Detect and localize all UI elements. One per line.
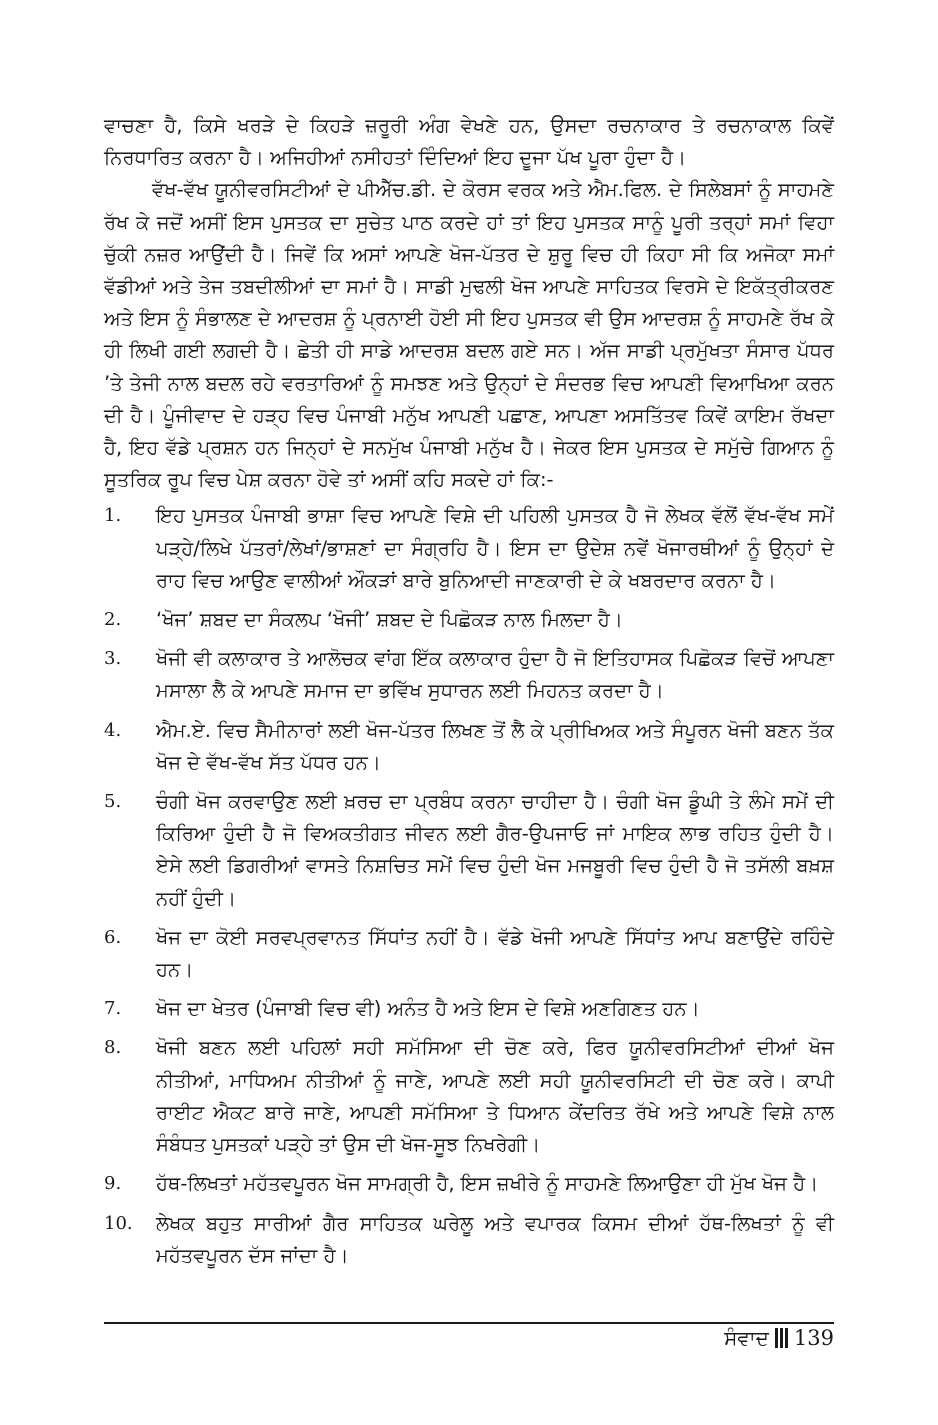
- list-item: [104, 786, 834, 915]
- numbered-list: [104, 500, 834, 1271]
- list-item-number: 2.: [104, 609, 122, 631]
- list-item: [104, 643, 834, 707]
- list-item-text: ਇਹ ਪੁਸਤਕ ਪੰਜਾਬੀ ਭਾਸ਼ਾ ਵਿਚ ਆਪਣੇ ਵਿਸ਼ੇ ਦੀ ਪਹਿਲੀ ਪੁਸਤਕ ਹੈ ਜੋ ਲੇਖਕ ਵੱਲੋਂ ਵੱਖ-ਵੱਖ ਸਮੇਂ ਪੜ੍ਹੇ/ਲਿਖੇ ਪੱਤਰਾਂ/ਲੇਖਾਂ/ਭਾਸ਼ਣਾਂ ਦਾ ਸੰਗ੍ਰਹਿ ਹੈ। ਇਸ ਦਾ ਉਦੇਸ਼ ਨਵੇਂ ਖੋਜਾਰਥੀਆਂ ਨੂੰ ਉਨ੍ਹਾਂ ਦੇ ਰਾਹ ਵਿਚ ਆਉਣ ਵਾਲੀਆਂ ਔਕੜਾਂ ਬਾਰੇ ਬੁਨਿਆਦੀ ਜਾਣਕਾਰੀ ਦੇ ਕੇ ਖਬਰਦਾਰ ਕਰਨਾ ਹੈ।: [156, 504, 834, 592]
- list-item: [104, 1168, 834, 1200]
- list-item-text: ਖੋਜੀ ਵੀ ਕਲਾਕਾਰ ਤੇ ਆਲੋਚਕ ਵਾਂਗ ਇੱਕ ਕਲਾਕਾਰ ਹੁੰਦਾ ਹੈ ਜੋ ਇਤਿਹਾਸਕ ਪਿਛੋਕੜ ਵਿਚੋਂ ਆਪਣਾ ਮਸਾਲਾ ਲੈ ਕੇ ਆਪਣੇ ਸਮਾਜ ਦਾ ਭਵਿੱਖ ਸੁਧਾਰਨ ਲਈ ਮਿਹਨਤ ਕਰਦਾ ਹੈ।: [156, 647, 834, 703]
- list-item-number: 10.: [104, 1212, 133, 1234]
- list-item-text: ਖੋਜ ਦਾ ਖੇਤਰ (ਪੰਜਾਬੀ ਵਿਚ ਵੀ) ਅਨੰਤ ਹੈ ਅਤੇ ਇਸ ਦੇ ਵਿਸ਼ੇ ਅਣਗਿਣਤ ਹਨ।: [156, 997, 700, 1021]
- list-item-text: ਹੱਥ-ਲਿਖਤਾਂ ਮਹੱਤਵਪੂਰਨ ਖੋਜ ਸਾਮਗ੍ਰੀ ਹੈ, ਇਸ ਜ਼ਖੀਰੇ ਨੂੰ ਸਾਹਮਣੇ ਲਿਆਉਣਾ ਹੀ ਮੁੱਖ ਖੋਜ ਹੈ।: [156, 1172, 819, 1196]
- list-item-number: 3.: [104, 648, 122, 670]
- list-item: [104, 604, 834, 636]
- list-item-number: 1.: [104, 505, 122, 527]
- list-item-number: 8.: [104, 1037, 122, 1059]
- paragraph-main: ਵੱਖ-ਵੱਖ ਯੂਨੀਵਰਸਿਟੀਆਂ ਦੇ ਪੀਐੱਚ.ਡੀ. ਦੇ ਕੋਰਸ ਵਰਕ ਅਤੇ ਐਮ.ਫਿਲ. ਦੇ ਸਿਲੇਬਸਾਂ ਨੂੰ ਸਾਹਮਣੇ ਰੱਖ ਕੇ ਜਦੋਂ ਅਸੀਂ ਇਸ ਪੁਸਤਕ ਦਾ ਸੁਚੇਤ ਪਾਠ ਕਰਦੇ ਹਾਂ ਤਾਂ ਇਹ ਪੁਸਤਕ ਸਾਨੂੰ ਪੂਰੀ ਤਰ੍ਹਾਂ ਸਮਾਂ ਵਿਹਾ ਚੁੱਕੀ ਨਜ਼ਰ ਆਉਂਦੀ ਹੈ। ਜਿਵੇਂ ਕਿ ਅਸਾਂ ਆਪਣੇ ਖੋਜ-ਪੱਤਰ ਦੇ ਸ਼ੁਰੂ ਵਿਚ ਹੀ ਕਿਹਾ ਸੀ ਕਿ ਅਜੋਕਾ ਸਮਾਂ ਵੱਡੀਆਂ ਅਤੇ ਤੇਜ ਤਬਦੀਲੀਆਂ ਦਾ ਸਮਾਂ ਹੈ। ਸਾਡੀ ਮੁਢਲੀ ਖੋਜ ਆਪਣੇ ਸਾਹਿਤਕ ਵਿਰਸੇ ਦੇ ਇਕੱਤ੍ਰੀਕਰਣ ਅਤੇ ਇਸ ਨੂੰ ਸੰਭਾਲਣ ਦੇ ਆਦਰਸ਼ ਨੂੰ ਪ੍ਰਨਾਈ ਹੋਈ ਸੀ ਇਹ ਪੁਸਤਕ ਵੀ ਉਸ ਆਦਰਸ਼ ਨੂੰ ਸਾਹਮਣੇ ਰੱਖ ਕੇ ਹੀ ਲਿਖੀ ਗਈ ਲਗਦੀ ਹੈ। ਛੇਤੀ ਹੀ ਸਾਡੇ ਆਦਰਸ਼ ਬਦਲ ਗਏ ਸਨ। ਅੱਜ ਸਾਡੀ ਪ੍ਰਮੁੱਖਤਾ ਸੰਸਾਰ ਪੱਧਰ ’ਤੇ ਤੇਜੀ ਨਾਲ ਬਦਲ ਰਹੇ ਵਰਤਾਰਿਆਂ ਨੂੰ ਸਮਝਣ ਅਤੇ ਉਨ੍ਹਾਂ ਦੇ ਸੰਦਰਭ ਵਿਚ ਆਪਣੀ ਵਿਆਖਿਆ ਕਰਨ ਦੀ ਹੈ। ਪੂੰਜੀਵਾਦ ਦੇ ਹੜ੍ਹ ਵਿਚ ਪੰਜਾਬੀ ਮਨੁੱਖ ਆਪਣੀ ਪਛਾਣ, ਆਪਣਾ ਅਸਤਿੱਤਵ ਕਿਵੇਂ ਕਾਇਮ ਰੱਖਦਾ ਹੈ, ਇਹ ਵੱਡੇ ਪ੍ਰਸ਼ਨ ਹਨ ਜਿਨ੍ਹਾਂ ਦੇ ਸਨਮੁੱਖ ਪੰਜਾਬੀ ਮਨੁੱਖ ਹੈ। ਜੇਕਰ ਇਸ ਪੁਸਤਕ ਦੇ ਸਮੁੱਚੇ ਗਿਆਨ ਨੂੰ ਸੂਤਰਿਕ ਰੂਪ ਵਿਚ ਪੇਸ਼ ਕਰਨਾ ਹੋਵੇ ਤਾਂ ਅਸੀਂ ਕਹਿ ਸਕਦੇ ਹਾਂ ਕਿ:-: [104, 178, 834, 492]
- page-number: 139: [793, 1326, 834, 1350]
- list-item-text: ਚੰਗੀ ਖੋਜ ਕਰਵਾਉਣ ਲਈ ਖ਼ਰਚ ਦਾ ਪ੍ਰਬੰਧ ਕਰਨਾ ਚਾਹੀਦਾ ਹੈ। ਚੰਗੀ ਖੋਜ ਡੂੰਘੀ ਤੇ ਲੰਮੇ ਸਮੇਂ ਦੀ ਕਿਰਿਆ ਹੁੰਦੀ ਹੈ ਜੋ ਵਿਅਕਤੀਗਤ ਜੀਵਨ ਲਈ ਗੈਰ-ਉਪਜਾਓ ਜਾਂ ਮਾਇਕ ਲਾਭ ਰਹਿਤ ਹੁੰਦੀ ਹੈ। ਏਸੇ ਲਈ ਡਿਗਰੀਆਂ ਵਾਸਤੇ ਨਿਸ਼ਚਿਤ ਸਮੇਂ ਵਿਚ ਹੁੰਦੀ ਖੋਜ ਮਜਬੂਰੀ ਵਿਚ ਹੁੰਦੀ ਹੈ ਜੋ ਤਸੱਲੀ ਬਖ਼ਸ਼ ਨਹੀਂ ਹੁੰਦੀ।: [156, 790, 834, 910]
- page-footer: [724, 1326, 834, 1350]
- list-item-number: 6.: [104, 926, 122, 948]
- list-item: [104, 1032, 834, 1161]
- footer-divider: [104, 1322, 834, 1324]
- list-item-text: ਲੇਖਕ ਬਹੁਤ ਸਾਰੀਆਂ ਗੈਰ ਸਾਹਿਤਕ ਘਰੇਲੂ ਅਤੇ ਵਪਾਰਕ ਕਿਸਮ ਦੀਆਂ ਹੱਥ-ਲਿਖਤਾਂ ਨੂੰ ਵੀ ਮਹੱਤਵਪੂਰਨ ਦੱਸ ਜਾਂਦਾ ਹੈ।: [156, 1211, 834, 1267]
- page-body: [104, 110, 834, 1279]
- list-item-text: ‘ਖੋਜ’ ਸ਼ਬਦ ਦਾ ਸੰਕਲਪ ‘ਖੋਜੀ’ ਸ਼ਬਦ ਦੇ ਪਿਛੋਕੜ ਨਾਲ ਮਿਲਦਾ ਹੈ।: [156, 608, 623, 632]
- list-item-number: 7.: [104, 998, 122, 1020]
- list-item: [104, 500, 834, 597]
- running-title: ਸੰਵਾਦ: [724, 1326, 769, 1350]
- list-item-number: 5.: [104, 791, 122, 813]
- list-item-text: ਖੋਜੀ ਬਣਨ ਲਈ ਪਹਿਲਾਂ ਸਹੀ ਸਮੱਸਿਆ ਦੀ ਚੋਣ ਕਰੇ, ਫਿਰ ਯੂਨੀਵਰਸਿਟੀਆਂ ਦੀਆਂ ਖੋਜ ਨੀਤੀਆਂ, ਮਾਧਿਅਮ ਨੀਤੀਆਂ ਨੂੰ ਜਾਣੇ, ਆਪਣੇ ਲਈ ਸਹੀ ਯੂਨੀਵਰਸਿਟੀ ਦੀ ਚੋਣ ਕਰੇ। ਕਾਪੀ ਰਾਈਟ ਐਕਟ ਬਾਰੇ ਜਾਣੇ, ਆਪਣੀ ਸਮੱਸਿਆ ਤੇ ਧਿਆਨ ਕੇਂਦਰਿਤ ਰੱਖੇ ਅਤੇ ਆਪਣੇ ਵਿਸ਼ੇ ਨਾਲ ਸੰਬੰਧਤ ਪੁਸਤਕਾਂ ਪੜ੍ਹੇ ਤਾਂ ਉਸ ਦੀ ਖੋਜ-ਸੂਝ ਨਿਖਰੇਗੀ।: [156, 1036, 834, 1157]
- list-item-number: 4.: [104, 719, 122, 741]
- list-item-text: ਐਮ.ਏ. ਵਿਚ ਸੈਮੀਨਾਰਾਂ ਲਈ ਖੋਜ-ਪੱਤਰ ਲਿਖਣ ਤੋਂ ਲੈ ਕੇ ਪ੍ਰੀਖਿਅਕ ਅਤੇ ਸੰਪੂਰਨ ਖੋਜੀ ਬਣਨ ਤੱਕ ਖੋਜ ਦੇ ਵੱਖ-ਵੱਖ ਸੱਤ ਪੱਧਰ ਹਨ।: [156, 718, 834, 774]
- paragraph-continuation: ਵਾਚਣਾ ਹੈ, ਕਿਸੇ ਖਰੜੇ ਦੇ ਕਿਹੜੇ ਜ਼ਰੂਰੀ ਅੰਗ ਵੇਖਣੇ ਹਨ, ਉਸਦਾ ਰਚਨਾਕਾਰ ਤੇ ਰਚਨਾਕਾਲ ਕਿਵੇਂ ਨਿਰਧਾਰਿਤ ਕਰਨਾ ਹੈ। ਅਜਿਹੀਆਂ ਨਸੀਹਤਾਂ ਦਿੰਦਿਆਂ ਇਹ ਦੂਜਾ ਪੱਖ ਪੂਰਾ ਹੁੰਦਾ ਹੈ।: [104, 114, 834, 170]
- list-item-number: 9.: [104, 1173, 122, 1195]
- separator-bars-icon: [775, 1327, 788, 1349]
- list-item-text: ਖੋਜ ਦਾ ਕੋਈ ਸਰਵਪ੍ਰਵਾਨਤ ਸਿੱਧਾਂਤ ਨਹੀਂ ਹੈ। ਵੱਡੇ ਖੋਜੀ ਆਪਣੇ ਸਿੱਧਾਂਤ ਆਪ ਬਣਾਉਂਦੇ ਰਹਿੰਦੇ ਹਨ।: [156, 925, 834, 982]
- list-item: [104, 1208, 834, 1272]
- list-item: [104, 922, 834, 986]
- list-item: [104, 993, 834, 1025]
- list-item: [104, 715, 834, 779]
